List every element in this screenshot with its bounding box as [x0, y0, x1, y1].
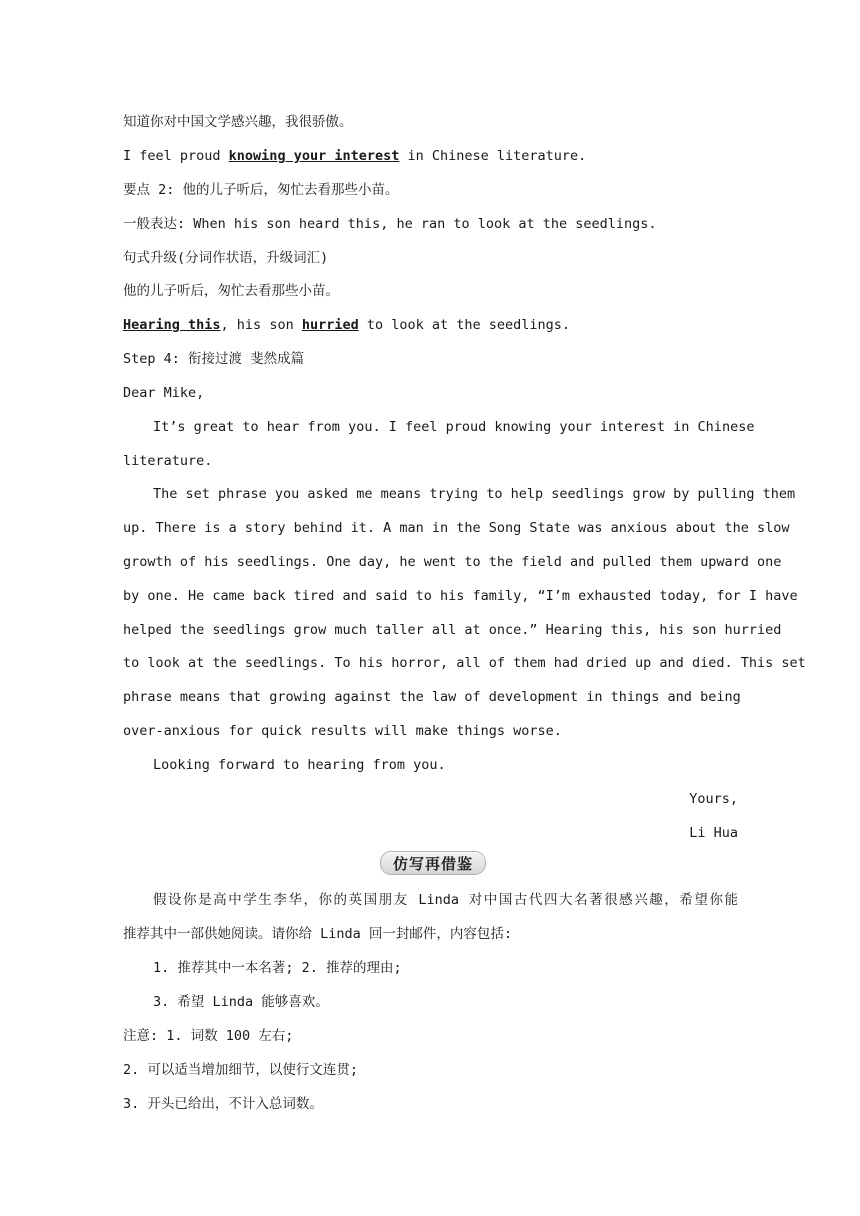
- sentence-upgrade-label: 句式升级(分词作状语，升级词汇): [123, 250, 329, 266]
- text-run: to look at the seedlings.: [358, 317, 571, 333]
- task-prompt-line: 假设你是高中学生李华，你的英国朋友 Linda 对中国古代四大名著很感兴趣，希望你能: [153, 892, 738, 908]
- section-banner: 仿写再借鉴: [380, 851, 486, 875]
- letter-line: helped the seedlings grow much taller all at once.” Hearing this, his son hurried: [123, 622, 782, 638]
- task-note: 2. 可以适当增加细节，以使行文连贯;: [123, 1062, 359, 1078]
- letter-line: growth of his seedlings. One day, he went to the field and pulled them upward one: [123, 554, 782, 570]
- chinese-sentence-son: 他的儿子听后，匆忙去看那些小苗。: [123, 283, 339, 299]
- letter-line: literature.: [123, 453, 213, 469]
- letter-line: over-anxious for quick results will make things worse.: [123, 723, 562, 739]
- underlined-phrase: knowing your interest: [228, 148, 400, 164]
- point-2-heading: 要点 2: 他的儿子听后，匆忙去看那些小苗。: [123, 182, 399, 198]
- letter-line: phrase means that growing against the law of development in things and being: [123, 689, 741, 705]
- underlined-phrase: Hearing this: [123, 317, 221, 333]
- english-sentence-proud: [123, 146, 738, 166]
- task-requirement: 1. 推荐其中一本名著; 2. 推荐的理由;: [153, 960, 402, 976]
- text-run: I feel proud: [123, 148, 229, 164]
- task-note: 注意: 1. 词数 100 左右;: [123, 1028, 294, 1044]
- letter-line: by one. He came back tired and said to his family, “I’m exhausted today, for I have: [123, 588, 798, 604]
- underlined-word: hurried: [301, 317, 359, 333]
- letter-signature: Li Hua: [689, 825, 738, 841]
- task-prompt-line: 推荐其中一部供她阅读。请你给 Linda 回一封邮件，内容包括:: [123, 926, 513, 942]
- step-4-heading: Step 4: 衔接过渡 斐然成篇: [123, 351, 305, 367]
- text-run: in Chinese literature.: [399, 148, 587, 164]
- letter-line: up. There is a story behind it. A man in the Song State was anxious about the slow: [123, 520, 790, 536]
- letter-closing-line: Looking forward to hearing from you.: [153, 757, 446, 773]
- chinese-sentence-proud: 知道你对中国文学感兴趣，我很骄傲。: [123, 114, 353, 130]
- text-run: , his son: [220, 317, 302, 333]
- task-note: 3. 开头已给出，不计入总词数。: [123, 1096, 323, 1112]
- upgraded-sentence: [123, 315, 738, 335]
- letter-line: The set phrase you asked me means trying to help seedlings grow by pulling them: [153, 486, 796, 502]
- letter-line: It’s great to hear from you. I feel proud knowing your interest in Chinese: [153, 419, 755, 435]
- general-expression: 一般表达: When his son heard this, he ran to look at the seedlings.: [123, 216, 657, 232]
- letter-sign-off: Yours,: [689, 791, 738, 807]
- letter-salutation: Dear Mike,: [123, 385, 205, 401]
- letter-line: to look at the seedlings. To his horror, all of them had dried up and died. This set: [123, 655, 806, 671]
- task-requirement: 3. 希望 Linda 能够喜欢。: [153, 994, 329, 1010]
